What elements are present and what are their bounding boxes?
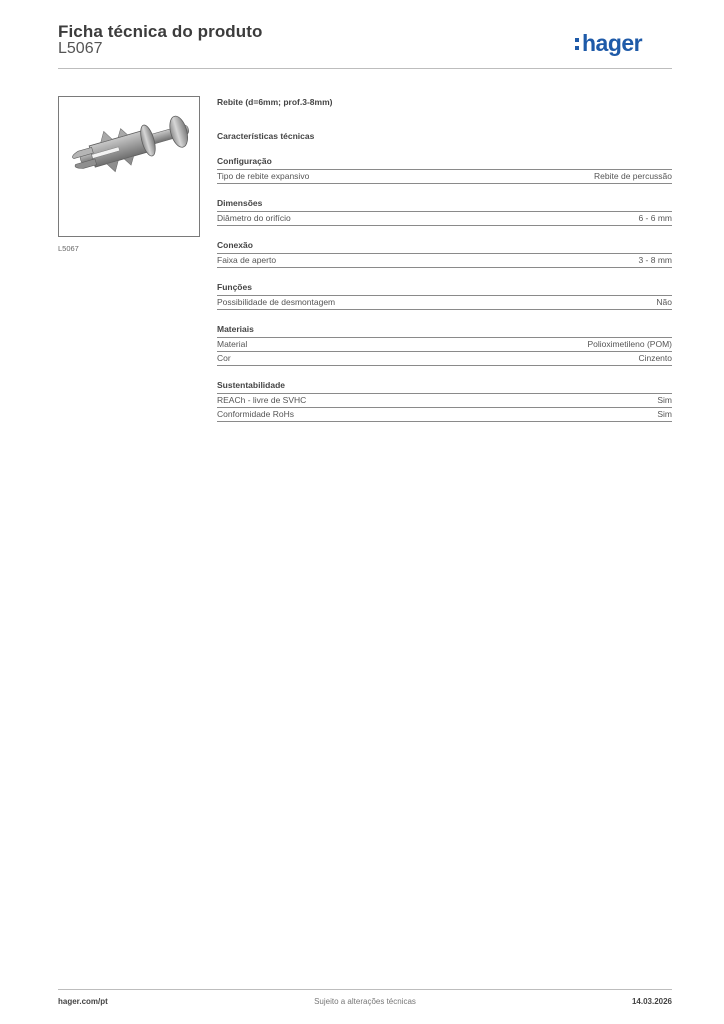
product-code: L5067 <box>58 40 103 57</box>
spec-label: Faixa de aperto <box>217 255 277 265</box>
product-description: Rebite (d=6mm; prof.3-8mm) <box>217 97 333 107</box>
header-divider <box>58 68 672 69</box>
spec-value: Polioximetileno (POM) <box>587 339 672 349</box>
page-title: Ficha técnica do produto <box>58 22 263 41</box>
group-sustainability <box>217 380 672 422</box>
group-title: Conexão <box>217 240 672 254</box>
group-title: Sustentabilidade <box>217 380 672 394</box>
spec-row <box>217 170 672 184</box>
spec-label: Cor <box>217 353 231 363</box>
spec-value: Cinzento <box>638 353 672 363</box>
group-configuration <box>217 156 672 184</box>
group-title: Funções <box>217 282 672 296</box>
group-functions <box>217 282 672 310</box>
group-materials <box>217 324 672 366</box>
group-title: Materiais <box>217 324 672 338</box>
spec-row <box>217 254 672 268</box>
characteristics-title: Características técnicas <box>217 131 315 141</box>
product-image <box>58 96 200 237</box>
spec-label: Diâmetro do orifício <box>217 213 291 223</box>
image-caption: L5067 <box>58 244 79 253</box>
spec-value: Sim <box>657 395 672 405</box>
hager-logo <box>572 26 672 60</box>
page-header <box>58 20 672 68</box>
spec-value: Sim <box>657 409 672 419</box>
group-connection <box>217 240 672 268</box>
group-title: Configuração <box>217 156 672 170</box>
group-title: Dimensões <box>217 198 672 212</box>
spec-label: REACh - livre de SVHC <box>217 395 307 405</box>
group-dimensions <box>217 198 672 226</box>
spec-row <box>217 408 672 422</box>
spec-value: 6 - 6 mm <box>638 213 672 223</box>
spec-label: Tipo de rebite expansivo <box>217 171 310 181</box>
spec-value: Rebite de percussão <box>594 171 672 181</box>
spec-row <box>217 338 672 352</box>
footer-date: 14.03.2026 <box>631 997 672 1006</box>
product-details <box>217 96 672 422</box>
spec-value: Não <box>656 297 672 307</box>
spec-row <box>217 212 672 226</box>
footer-divider <box>58 989 672 990</box>
spec-row <box>217 394 672 408</box>
spec-label: Material <box>217 339 248 349</box>
footer-website-link[interactable]: hager.com/pt <box>58 997 108 1006</box>
spec-label: Conformidade RoHs <box>217 409 295 419</box>
logo-text: hager <box>582 30 643 56</box>
spec-row <box>217 296 672 310</box>
spec-value: 3 - 8 mm <box>638 255 672 265</box>
footer-notice: Sujeito a alterações técnicas <box>314 997 416 1006</box>
rivet-image <box>59 97 199 236</box>
spec-label: Possibilidade de desmontagem <box>217 297 336 307</box>
page-footer <box>58 997 672 1009</box>
spec-row <box>217 352 672 366</box>
